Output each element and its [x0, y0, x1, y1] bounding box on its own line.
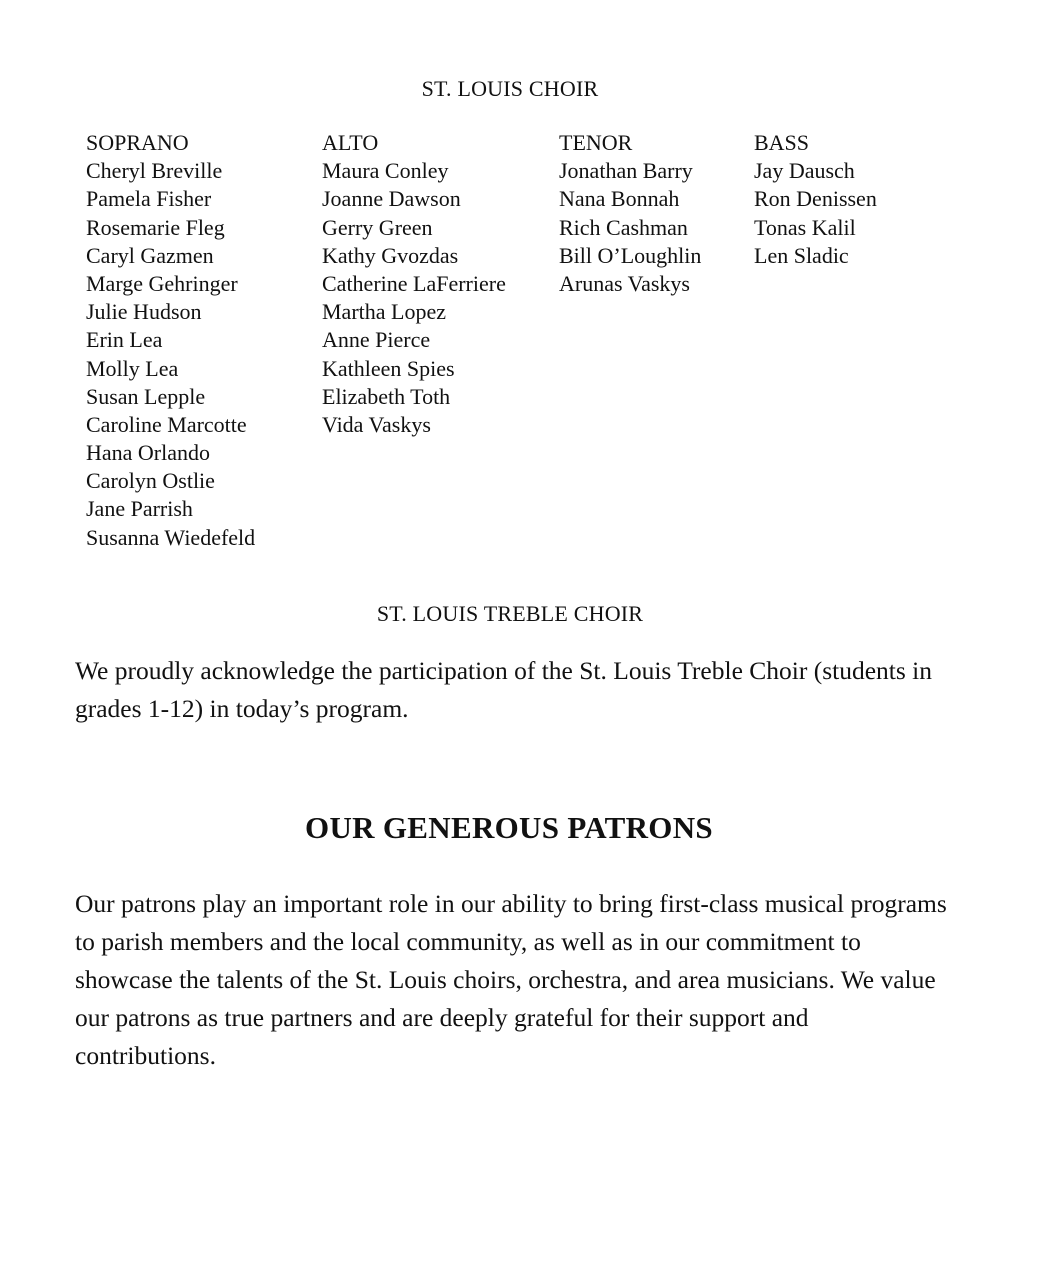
member-name: Ron Denissen [754, 186, 877, 212]
member-name: Erin Lea [86, 327, 163, 353]
patrons-paragraph: Our patrons play an important role in our ability to bring first-class musical programs to parish members and the local community, as well as in our commitment to showcase the talents of the St. Louis choirs, orchestra, and area musicians. We value our patrons as true partners and are deeply grateful for their support and contributions. [75, 889, 947, 1070]
member-list-alto [322, 157, 506, 439]
member-name: Len Sladic [754, 242, 849, 268]
member-name: Rosemarie Fleg [86, 214, 225, 240]
section-heading-tenor: TENOR [559, 130, 633, 155]
section-bass [754, 129, 877, 270]
section-alto [322, 129, 506, 439]
member-list-tenor [559, 157, 701, 298]
member-name: Cheryl Breville [86, 158, 223, 184]
member-name: Gerry Green [322, 214, 433, 240]
section-heading-alto: ALTO [322, 130, 379, 155]
member-name: Anne Pierce [322, 327, 431, 353]
member-name: Caryl Gazmen [86, 242, 214, 268]
section-soprano [86, 129, 255, 552]
member-name: Julie Hudson [86, 299, 202, 325]
member-name: Kathleen Spies [322, 355, 455, 381]
member-name: Arunas Vaskys [559, 270, 690, 296]
member-name: Molly Lea [86, 355, 179, 381]
member-name: Nana Bonnah [559, 186, 680, 212]
member-name: Jane Parrish [86, 496, 193, 522]
member-name: Jonathan Barry [559, 158, 693, 184]
treble-acknowledgement: We proudly acknowledge the participation of the St. Louis Treble Choir (students in grades 1-12) in today’s program. [75, 656, 933, 723]
member-name: Vida Vaskys [322, 411, 431, 437]
member-name: Kathy Gvozdas [322, 242, 459, 268]
member-name: Elizabeth Toth [322, 383, 451, 409]
member-name: Jay Dausch [754, 158, 855, 184]
member-name: Caroline Marcotte [86, 411, 247, 437]
member-name: Catherine LaFerriere [322, 270, 506, 296]
member-name: Hana Orlando [86, 440, 211, 466]
member-name: Bill O’Loughlin [559, 242, 702, 268]
choir-title: ST. LOUIS CHOIR [421, 76, 599, 101]
member-name: Carolyn Ostlie [86, 468, 215, 494]
member-name: Martha Lopez [322, 299, 446, 325]
section-heading-soprano: SOPRANO [86, 130, 189, 155]
section-heading-bass: BASS [754, 130, 810, 155]
patrons-heading: OUR GENEROUS PATRONS [305, 810, 713, 845]
member-name: Susanna Wiedefeld [86, 524, 256, 550]
member-name: Maura Conley [322, 158, 449, 184]
member-name: Joanne Dawson [322, 186, 461, 212]
member-list-bass [754, 157, 877, 270]
member-name: Pamela Fisher [86, 186, 212, 212]
member-list-soprano [86, 157, 255, 552]
member-name: Marge Gehringer [86, 270, 238, 296]
member-name: Susan Lepple [86, 383, 206, 409]
member-name: Rich Cashman [559, 214, 688, 240]
section-tenor [559, 129, 701, 298]
member-name: Tonas Kalil [754, 214, 856, 240]
treble-choir-title: ST. LOUIS TREBLE CHOIR [376, 601, 644, 626]
